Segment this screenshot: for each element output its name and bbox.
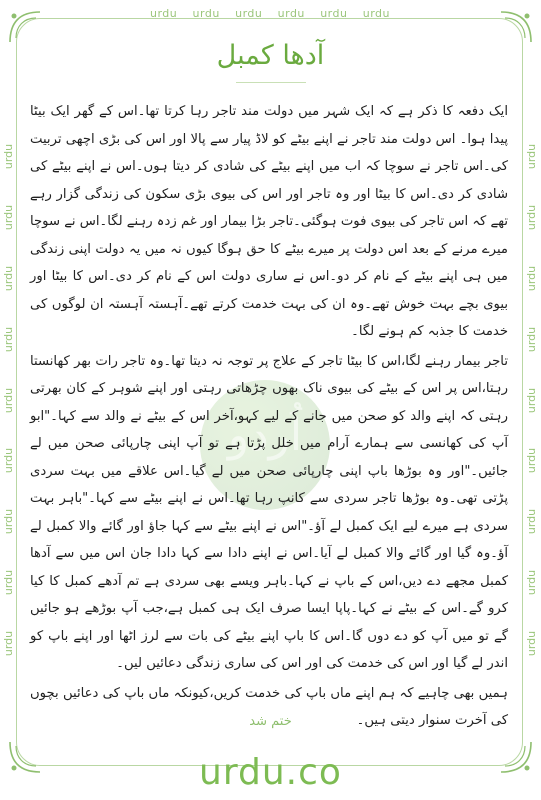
strip-label: urdu — [2, 204, 16, 231]
story-body — [30, 98, 508, 735]
strip-label: urdu — [525, 630, 539, 657]
strip-label: urdu — [362, 6, 390, 20]
title-underline — [236, 82, 306, 83]
strip-label: urdu — [2, 326, 16, 352]
strip-label: urdu — [277, 6, 305, 20]
strip-label: urdu — [525, 509, 539, 535]
strip-label: urdu — [2, 630, 16, 657]
strip-label: urdu — [192, 6, 220, 20]
story-paragraph: تاجر بیمار رہنے لگا،اس کا بیٹا تاجر کے علاج پر توجہ نہ دیتا تھا۔وہ تاجر رات بھر کھانستا رہتا،اس پر اس کے بیٹے کی بیوی ناک بھوں چڑھاتی رہتی اور اپنے شوہر کے کان بھرتی رہتی کہ اپنے والد کو صحن میں جانے کے لیے کہو،آخر اس کے بیٹے نے والد سے کہا۔"ابو آپ کی کھانسی سے ہمارے آرام میں خلل پڑتا ہے تو آپ اپنی چارپائی صحن میں لے جائیں۔"اور وہ بوڑھا باپ اپنی چارپائی صحن میں لے گیا۔اس علاقے میں بہت سردی پڑتی تھی۔وہ بوڑھا تاجر سردی سے کانپ رہا تھا۔اس نے اپنے بیٹے سے کہا۔"باہر بہت سردی ہے میرے لیے ایک کمبل لے آؤ۔"اس نے اپنے بیٹے سے کہا جاؤ اور گائے والا کمبل لے آؤ۔وہ گیا اور گائے والا کمبل لے آیا۔اس نے اپنے دادا سے کہا دادا جان اس میں سے آدھا کمبل مجھے دے دیں،اس کے باپ نے کہا۔باہر ویسے بھی سردی ہے تم آدھے کمبل کا کیا کرو گے۔اس کے بیٹے نے کہا۔پاپا ایسا صرف ایک ہی کمبل ہے،جب آپ بوڑھے ہو جائیں گے تو میں آپ کو دے دوں گا۔اس کا باپ اپنے بیٹے کی بات سے لرز اٹھا اور اپنے باپ کو اندر لے گیا اور اس کی خدمت کی اور اس کی ساری زندگی دعائیں لیں۔ — [30, 353, 508, 671]
story-title: آدھا کمبل — [216, 40, 325, 71]
strip-label: urdu — [2, 265, 16, 291]
strip-label: urdu — [2, 387, 16, 413]
strip-label: urdu — [2, 143, 16, 170]
left-decorative-strip — [2, 143, 16, 657]
strip-label: urdu — [2, 509, 16, 535]
strip-label: urdu — [320, 6, 348, 20]
strip-label: urdu — [525, 265, 539, 291]
site-footer-logo[interactable]: urdu.co — [199, 752, 342, 793]
strip-label: urdu — [150, 6, 178, 20]
strip-label: urdu — [525, 569, 539, 596]
strip-label: urdu — [525, 448, 539, 474]
strip-label: urdu — [2, 569, 16, 596]
right-decorative-strip — [525, 143, 539, 657]
strip-label: urdu — [525, 387, 539, 413]
story-moral: ہمیں بھی چاہیے کہ ہم اپنے ماں باپ کی خدمت کریں،کیونکہ ماں باپ کی دعائیں بچوں کی آخرت سنوار دیتی ہیں۔ — [30, 685, 508, 728]
watermark-text: اُردو — [227, 410, 303, 461]
strip-label: urdu — [2, 448, 16, 474]
strip-label: urdu — [525, 326, 539, 352]
story-paragraph: ایک دفعہ کا ذکر ہے کہ ایک شہر میں دولت مند تاجر رہا کرتا تھا۔اس کے گھر ایک بیٹا پیدا ہوا۔ اس دولت مند تاجر نے اپنے بیٹے کو لاڈ پیار سے پالا اور اس کی بڑی اچھی تربیت کی۔اس تاجر نے سوچا کہ اب میں اپنے بیٹے کی شادی کر دیتا ہوں۔اس نے اپنے بیٹے کی شادی کر دی۔اس کا بیٹا اور وہ تاجر اور اس کی بیوی بڑی سکون کی زندگی گزار رہے تھے کہ اس تاجر کی بیوی فوت ہوگئی۔تاجر بڑا بیمار اور غم زدہ رہنے لگا۔اس نے سوچا میرے مرنے کے بعد اس دولت پر میرے بیٹے کا حق ہوگا کیوں نہ میں یہ دولت اپنی زندگی میں ہی اپنے بیٹے کے نام کر دو۔اس نے ساری دولت اس کے نام کر دی۔اس کا بیٹا اور بیوی بچے بہت خوش تھے۔وہ ان کی بہت خدمت کرتے تھے۔آہستہ آہستہ ان لوگوں کی خدمت کا جذبہ کم ہونے لگا۔ — [29, 104, 508, 339]
strip-label: urdu — [525, 143, 539, 170]
strip-label: urdu — [235, 6, 263, 20]
end-mark: ختم شد — [249, 714, 292, 729]
strip-label: urdu — [525, 204, 539, 231]
